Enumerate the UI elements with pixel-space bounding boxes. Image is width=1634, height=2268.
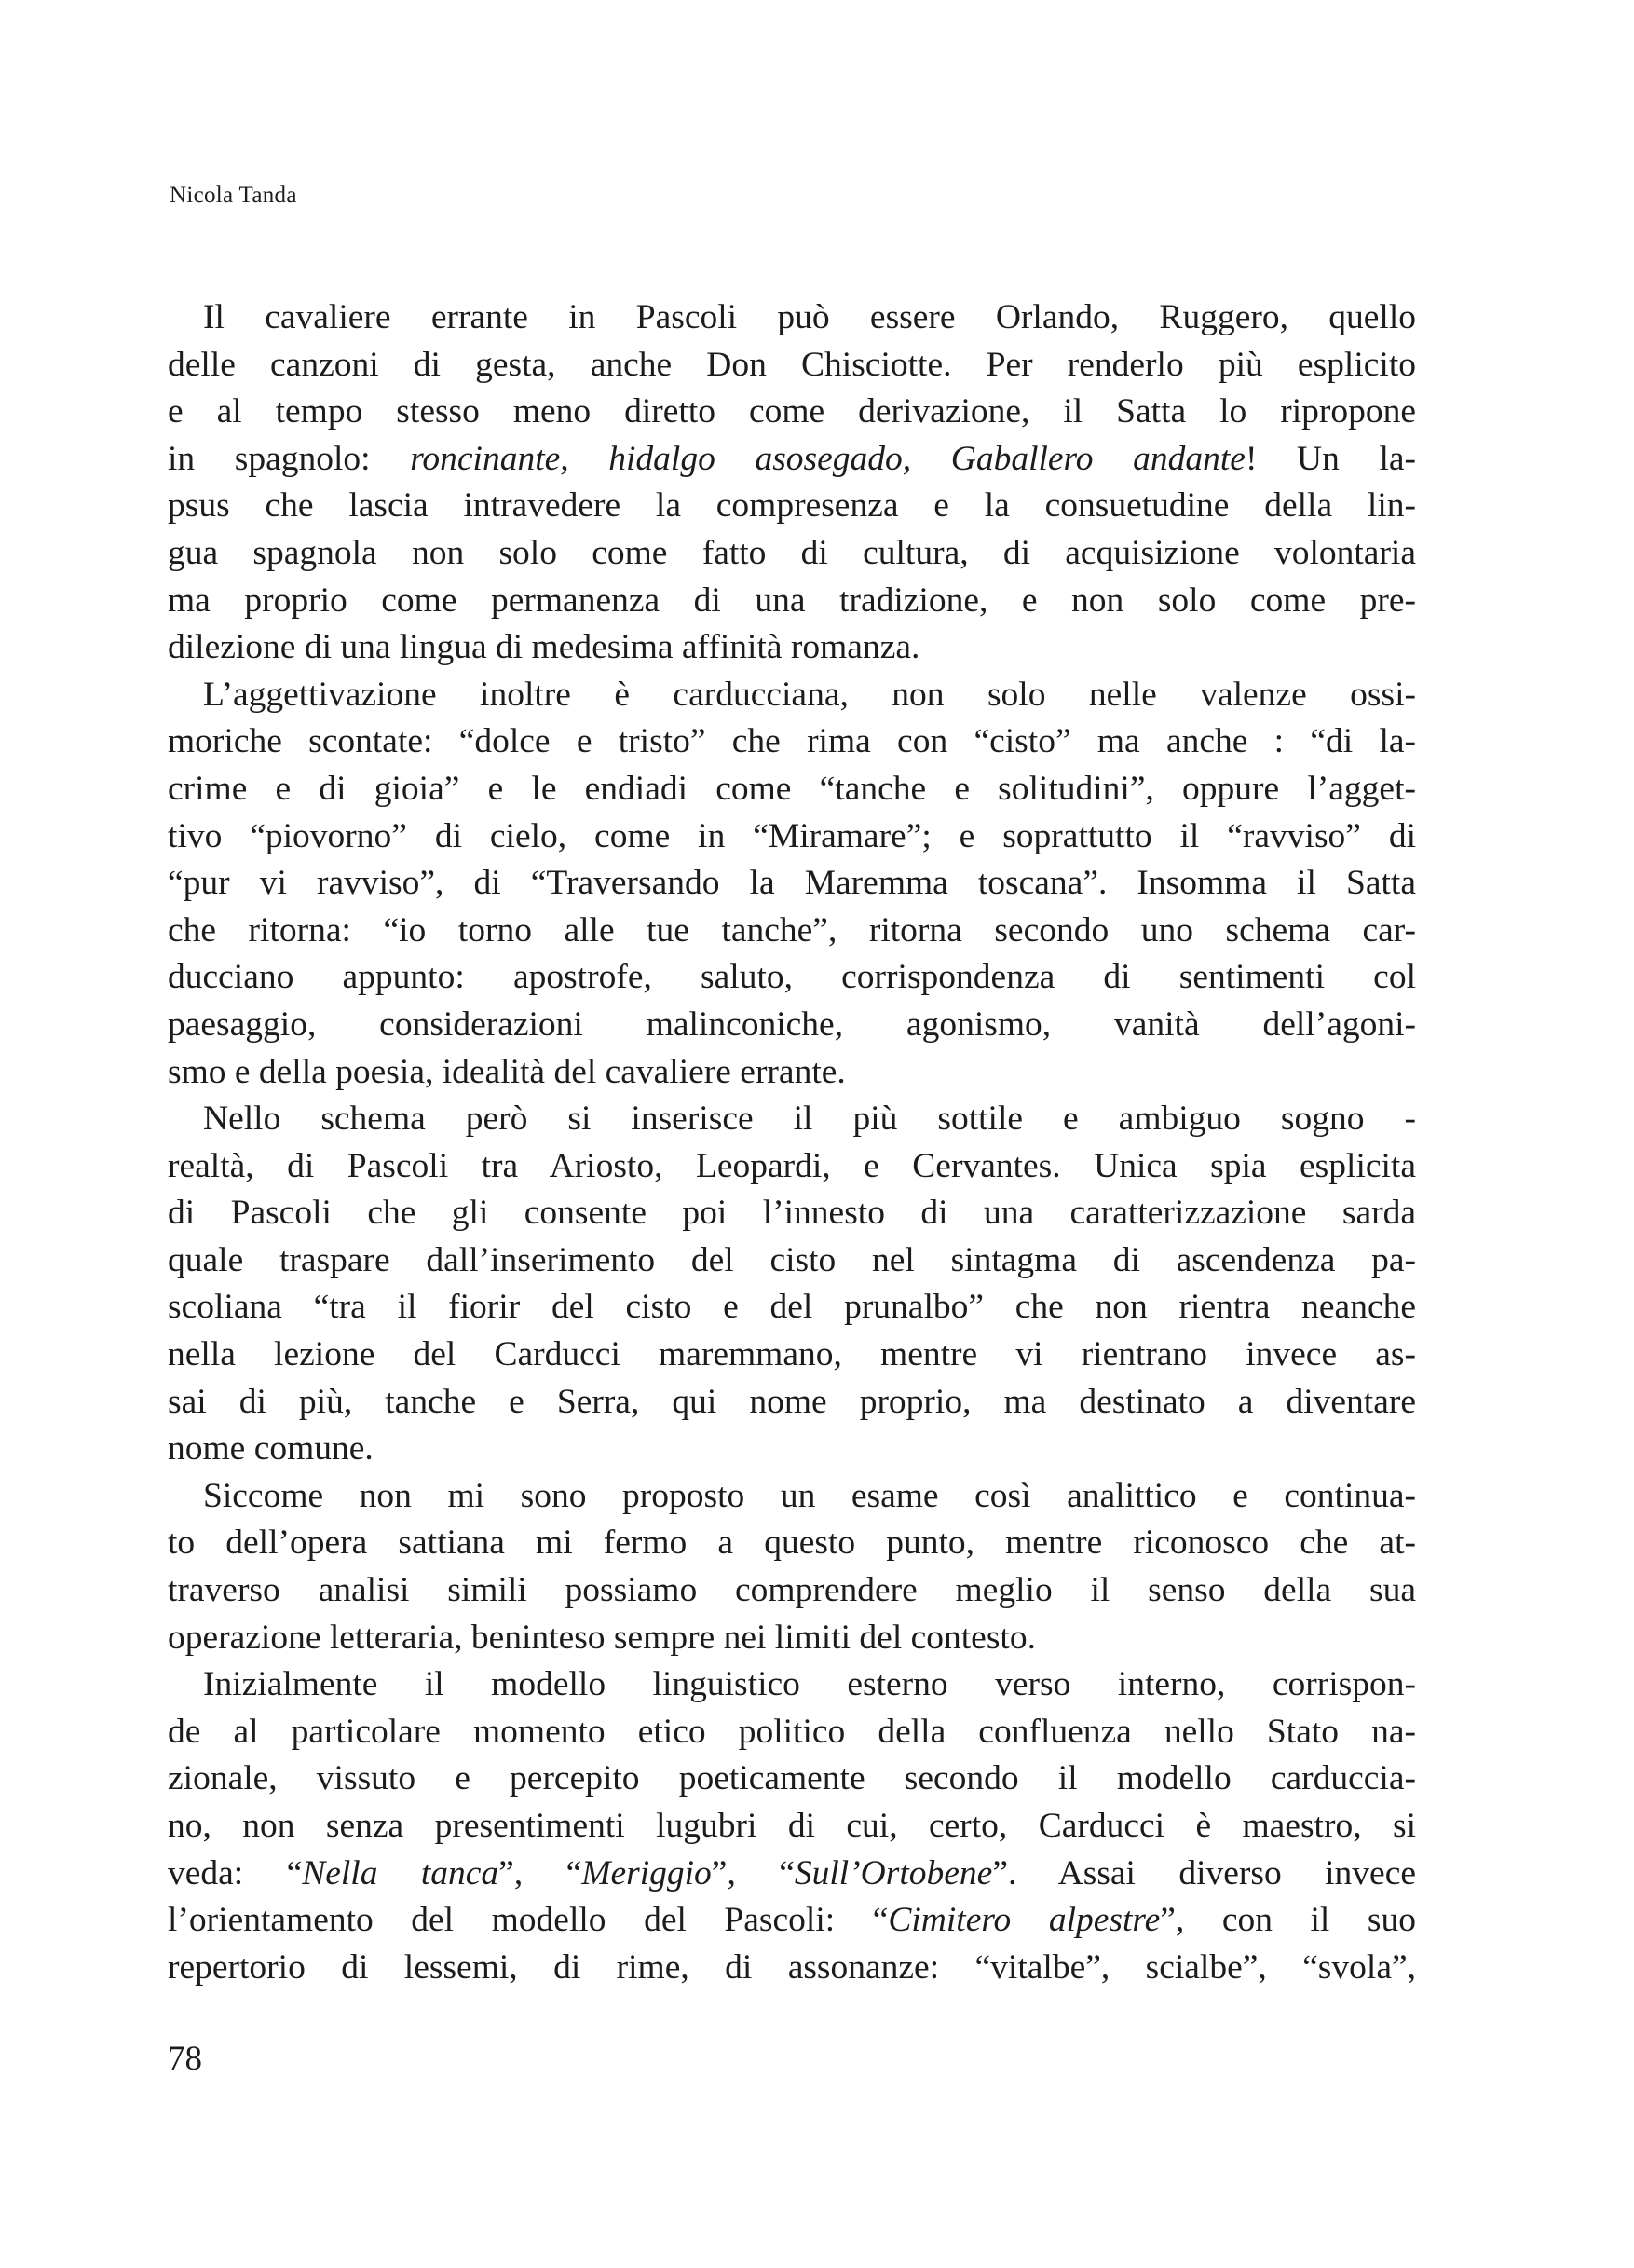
text-segment: ! Un la- xyxy=(1245,439,1417,478)
text-line: smo e della poesia, idealità del cavaliere errante. xyxy=(168,1052,846,1091)
body-text xyxy=(168,294,1416,1991)
italic-spanish-phrase: roncinante, hidalgo asosegado, Gaballero andante xyxy=(410,439,1246,478)
text-line: ma proprio come permanenza di una tradizione, e non solo come pre- xyxy=(168,581,1416,620)
text-line: zionale, vissuto e percepito poeticamente secondo il modello carduccia- xyxy=(168,1759,1416,1798)
text-line: “pur vi ravviso”, di “Traversando la Maremma toscana”. Insomma il Satta xyxy=(168,864,1416,903)
text-line: Il cavaliere errante in Pascoli può essere Orlando, Ruggero, quello xyxy=(203,298,1416,336)
text-line: sai di più, tanche e Serra, qui nome proprio, ma destinato a diventare xyxy=(168,1382,1416,1421)
text-line: operazione letteraria, beninteso sempre nei limiti del contesto. xyxy=(168,1618,1036,1657)
text-line: scoliana “tra il fiorir del cisto e del prunalbo” che non rientra neanche xyxy=(168,1288,1416,1327)
text-segment: veda: “ xyxy=(168,1853,303,1892)
text-line: psus che lascia intravedere la compresenza e la consuetudine della lin- xyxy=(168,486,1416,526)
paragraph xyxy=(168,1473,1416,1661)
text-line: di Pascoli che gli consente poi l’innesto di una caratterizzazione sarda xyxy=(168,1194,1416,1233)
text-line: no, non senza presentimenti lugubri di cui, certo, Carducci è maestro, si xyxy=(168,1807,1416,1845)
paragraph xyxy=(168,1661,1416,1991)
text-line: nome comune. xyxy=(168,1429,374,1469)
paragraph xyxy=(168,672,1416,1096)
text-line: crime e di gioia” e le endiadi come “tanche e solitudini”, oppure l’agget- xyxy=(168,769,1416,808)
text-line: dilezione di una lingua di medesima affinità romanza. xyxy=(168,628,920,667)
text-line: e al tempo stesso meno diretto come derivazione, il Satta lo ripropone xyxy=(168,392,1416,431)
text-segment: ”. Assai diverso invece xyxy=(992,1853,1416,1892)
paragraph xyxy=(168,1096,1416,1473)
text-line: quale traspare dall’inserimento del cisto nel sintagma di ascendenza pa- xyxy=(168,1240,1416,1279)
text-line: Nello schema però si inserisce il più sottile e ambiguo sogno - xyxy=(203,1100,1416,1139)
text-line xyxy=(168,1897,1416,1945)
italic-poem-title: Sull’Ortobene xyxy=(794,1853,993,1892)
text-line: che ritorna: “io torno alle tue tanche”, ritorna secondo uno schema car- xyxy=(168,910,1416,950)
italic-poem-title: Cimitero alpestre xyxy=(888,1901,1161,1940)
text-segment: in spagnolo: xyxy=(168,439,411,478)
page-number: 78 xyxy=(168,2040,202,2078)
italic-poem-title: Meriggio xyxy=(581,1853,712,1892)
text-line: de al particolare momento etico politico della confluenza nello Stato na- xyxy=(168,1712,1416,1751)
text-segment: ”, “ xyxy=(711,1853,795,1892)
text-line: ducciano appunto: apostrofe, saluto, corrispondenza di sentimenti col xyxy=(168,958,1416,997)
paragraph xyxy=(168,294,1416,672)
text-line xyxy=(168,436,1416,484)
text-line: Siccome non mi sono proposto un esame così analittico e continua- xyxy=(203,1476,1416,1515)
text-line: gua spagnola non solo come fatto di cultura, di acquisizione volontaria xyxy=(168,533,1416,572)
running-header-author: Nicola Tanda xyxy=(170,183,297,208)
text-line: delle canzoni di gesta, anche Don Chisciotte. Per renderlo più esplicito xyxy=(168,345,1416,384)
text-line xyxy=(168,1851,1416,1898)
text-segment: ”, “ xyxy=(498,1853,582,1892)
text-line: realtà, di Pascoli tra Ariosto, Leopardi, e Cervantes. Unica spia esplicita xyxy=(168,1146,1416,1185)
text-line: moriche scontate: “dolce e tristo” che rima con “cisto” ma anche : “di la- xyxy=(168,722,1416,761)
text-line: nella lezione del Carducci maremmano, mentre vi rientrano invece as- xyxy=(168,1335,1416,1374)
text-line: paesaggio, considerazioni malinconiche, agonismo, vanità dell’agoni- xyxy=(168,1004,1416,1044)
text-line: traverso analisi simili possiamo comprendere meglio il senso della sua xyxy=(168,1571,1416,1610)
text-line: L’aggettivazione inoltre è carducciana, non solo nelle valenze ossi- xyxy=(203,675,1416,714)
text-segment: l’orientamento del modello del Pascoli: “ xyxy=(168,1901,889,1940)
text-line: to dell’opera sattiana mi fermo a questo punto, mentre riconosco che at- xyxy=(168,1523,1416,1563)
italic-poem-title: Nella tanca xyxy=(302,1853,499,1892)
text-line: tivo “piovorno” di cielo, come in “Miramare”; e soprattutto il “ravviso” di xyxy=(168,816,1416,855)
text-line: Inizialmente il modello linguistico esterno verso interno, corrispon- xyxy=(203,1665,1416,1704)
text-segment: ”, con il suo xyxy=(1160,1901,1416,1940)
text-line: repertorio di lessemi, di rime, di assonanze: “vitalbe”, scialbe”, “svola”, xyxy=(168,1947,1416,1987)
